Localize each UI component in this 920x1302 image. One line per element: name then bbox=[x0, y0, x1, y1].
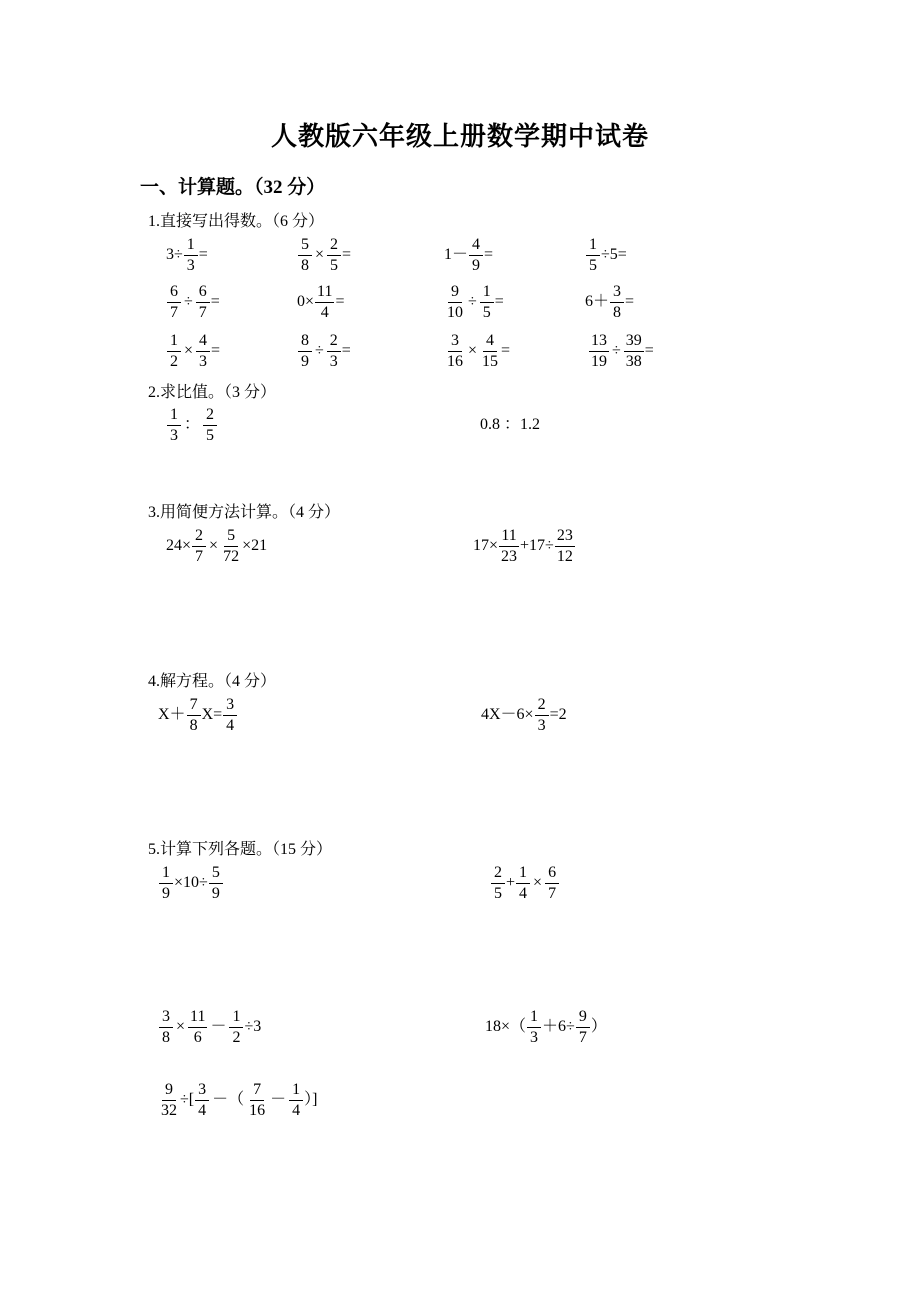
fraction: $\frac{1}{5}$ bbox=[480, 284, 494, 321]
fraction: $\frac{9}{32}$ bbox=[161, 1080, 177, 1119]
fraction: $\frac{5}{8}$ bbox=[298, 237, 312, 274]
fraction: $\frac{3}{8}$ bbox=[610, 284, 624, 321]
q1-r2-c3: $\frac{9}{10}$ ÷ $\frac{1}{5}$ = bbox=[447, 282, 504, 321]
fraction: $\frac{3}{16}$ bbox=[447, 331, 463, 370]
question-1-header: 1.直接写出得数。（6 分） bbox=[148, 213, 325, 230]
fraction: $\frac{2}{3}$ bbox=[535, 697, 549, 734]
q5-expr-1: $\frac{1}{9}$ ×10÷ $\frac{5}{9}$ bbox=[158, 861, 224, 905]
q1-r3-c2: $\frac{8}{9}$ ÷ $\frac{2}{3}$ = bbox=[297, 329, 351, 373]
fraction: $\frac{11}{23}$ bbox=[501, 526, 518, 565]
q1-r3-c4: $\frac{13}{19}$ ÷ $\frac{39}{38}$ = bbox=[591, 331, 654, 370]
q5-expr-5: $\frac{9}{32}$ ÷[ $\frac{3}{4}$ －（ $\frac{7}{16}$ － $\frac{1}{4}$ ）] bbox=[161, 1080, 318, 1119]
q1-r1-c1: 3÷ $\frac{1}{3}$ = bbox=[166, 235, 208, 274]
fraction: $\frac{6}{7}$ bbox=[196, 284, 210, 321]
fraction: $\frac{2}{5}$ bbox=[327, 237, 341, 274]
fraction: $\frac{1}{2}$ bbox=[229, 1009, 243, 1046]
fraction: $\frac{1}{3}$ bbox=[167, 407, 181, 444]
fraction: $\frac{11}{6}$ bbox=[190, 1007, 206, 1046]
q3-expr-2: 17× $\frac{11}{23}$ +17÷ $\frac{23}{12}$ bbox=[473, 526, 573, 565]
fraction: $\frac{7}{8}$ bbox=[187, 697, 201, 734]
fraction: $\frac{1}{2}$ bbox=[167, 333, 181, 370]
fraction: $\frac{2}{7}$ bbox=[192, 528, 206, 565]
fraction: $\frac{6}{7}$ bbox=[167, 284, 181, 321]
question-3-header: 3.用简便方法计算。（4 分） bbox=[148, 504, 341, 521]
fraction: $\frac{8}{9}$ bbox=[298, 333, 312, 370]
q4-expr-1: X＋ $\frac{7}{8}$ X= $\frac{3}{4}$ bbox=[158, 693, 238, 737]
fraction: $\frac{1}{4}$ bbox=[289, 1082, 303, 1119]
q3-expr-1: 24× $\frac{2}{7}$ × $\frac{5}{72}$ ×21 bbox=[166, 526, 268, 565]
fraction: $\frac{2}{5}$ bbox=[203, 407, 217, 444]
question-4-header: 4.解方程。（4 分） bbox=[148, 673, 277, 690]
q1-r2-c4: 6＋ $\frac{3}{8}$ = bbox=[585, 282, 635, 321]
fraction: $\frac{1}{3}$ bbox=[184, 237, 198, 274]
fraction: $\frac{1}{9}$ bbox=[159, 865, 173, 902]
fraction: $\frac{9}{10}$ bbox=[447, 282, 463, 321]
fraction: $\frac{39}{38}$ bbox=[625, 331, 642, 370]
q2-expr-2: 0.8 ：1.2 bbox=[480, 416, 541, 433]
q5-expr-3: $\frac{3}{8}$ × $\frac{11}{6}$ － $\frac{1}{2}$ ÷3 bbox=[158, 1005, 261, 1049]
q1-r1-c3: 1－ $\frac{4}{9}$ = bbox=[444, 235, 494, 274]
fraction: $\frac{23}{12}$ bbox=[556, 526, 573, 565]
fraction: $\frac{11}{4}$ bbox=[317, 282, 333, 321]
fraction: $\frac{3}{4}$ bbox=[223, 697, 237, 734]
q5-expr-2: $\frac{2}{5}$ + $\frac{1}{4}$ × $\frac{6}{7}$ bbox=[490, 861, 560, 905]
q1-r1-c2: $\frac{5}{8}$ × $\frac{2}{5}$ = bbox=[297, 233, 351, 277]
fraction: $\frac{5}{72}$ bbox=[223, 526, 240, 565]
q1-r2-c1: $\frac{6}{7}$ ÷ $\frac{6}{7}$ = bbox=[166, 280, 220, 324]
page-title: 人教版六年级上册数学期中试卷 bbox=[270, 122, 649, 151]
fraction: $\frac{2}{3}$ bbox=[327, 333, 341, 370]
q1-r3-c1: $\frac{1}{2}$ × $\frac{4}{3}$ = bbox=[166, 329, 220, 373]
fraction: $\frac{3}{4}$ bbox=[195, 1082, 209, 1119]
q4-expr-2: 4X－6× $\frac{2}{3}$ =2 bbox=[481, 695, 567, 734]
fraction: $\frac{7}{16}$ bbox=[249, 1080, 266, 1119]
fraction: $\frac{9}{7}$ bbox=[576, 1009, 590, 1046]
q1-r3-c3: $\frac{3}{16}$ × $\frac{4}{15}$ = bbox=[447, 331, 511, 370]
fraction: $\frac{3}{8}$ bbox=[159, 1009, 173, 1046]
fraction: $\frac{4}{15}$ bbox=[482, 331, 499, 370]
q2-expr-1: $\frac{1}{3}$ ： $\frac{2}{5}$ bbox=[166, 403, 218, 447]
q1-r2-c2: 0× $\frac{11}{4}$ = bbox=[297, 282, 345, 321]
fraction: $\frac{1}{5}$ bbox=[586, 237, 600, 274]
fraction: $\frac{4}{9}$ bbox=[469, 237, 483, 274]
fraction: $\frac{4}{3}$ bbox=[196, 333, 210, 370]
section-heading: 一、计算题。（32 分） bbox=[140, 177, 326, 198]
fraction: $\frac{13}{19}$ bbox=[591, 331, 607, 370]
fraction: $\frac{6}{7}$ bbox=[545, 865, 559, 902]
fraction: $\frac{5}{9}$ bbox=[209, 865, 223, 902]
question-2-header: 2.求比值。（3 分） bbox=[148, 384, 277, 401]
fraction: $\frac{1}{4}$ bbox=[516, 865, 530, 902]
q1-r1-c4: $\frac{1}{5}$ ÷5= bbox=[585, 233, 627, 277]
fraction: $\frac{1}{3}$ bbox=[527, 1009, 541, 1046]
q5-expr-4: 18×（ $\frac{1}{3}$ ＋6÷ $\frac{9}{7}$ ） bbox=[485, 1007, 607, 1046]
question-5-header: 5.计算下列各题。（15 分） bbox=[148, 841, 333, 858]
fraction: $\frac{2}{5}$ bbox=[491, 865, 505, 902]
